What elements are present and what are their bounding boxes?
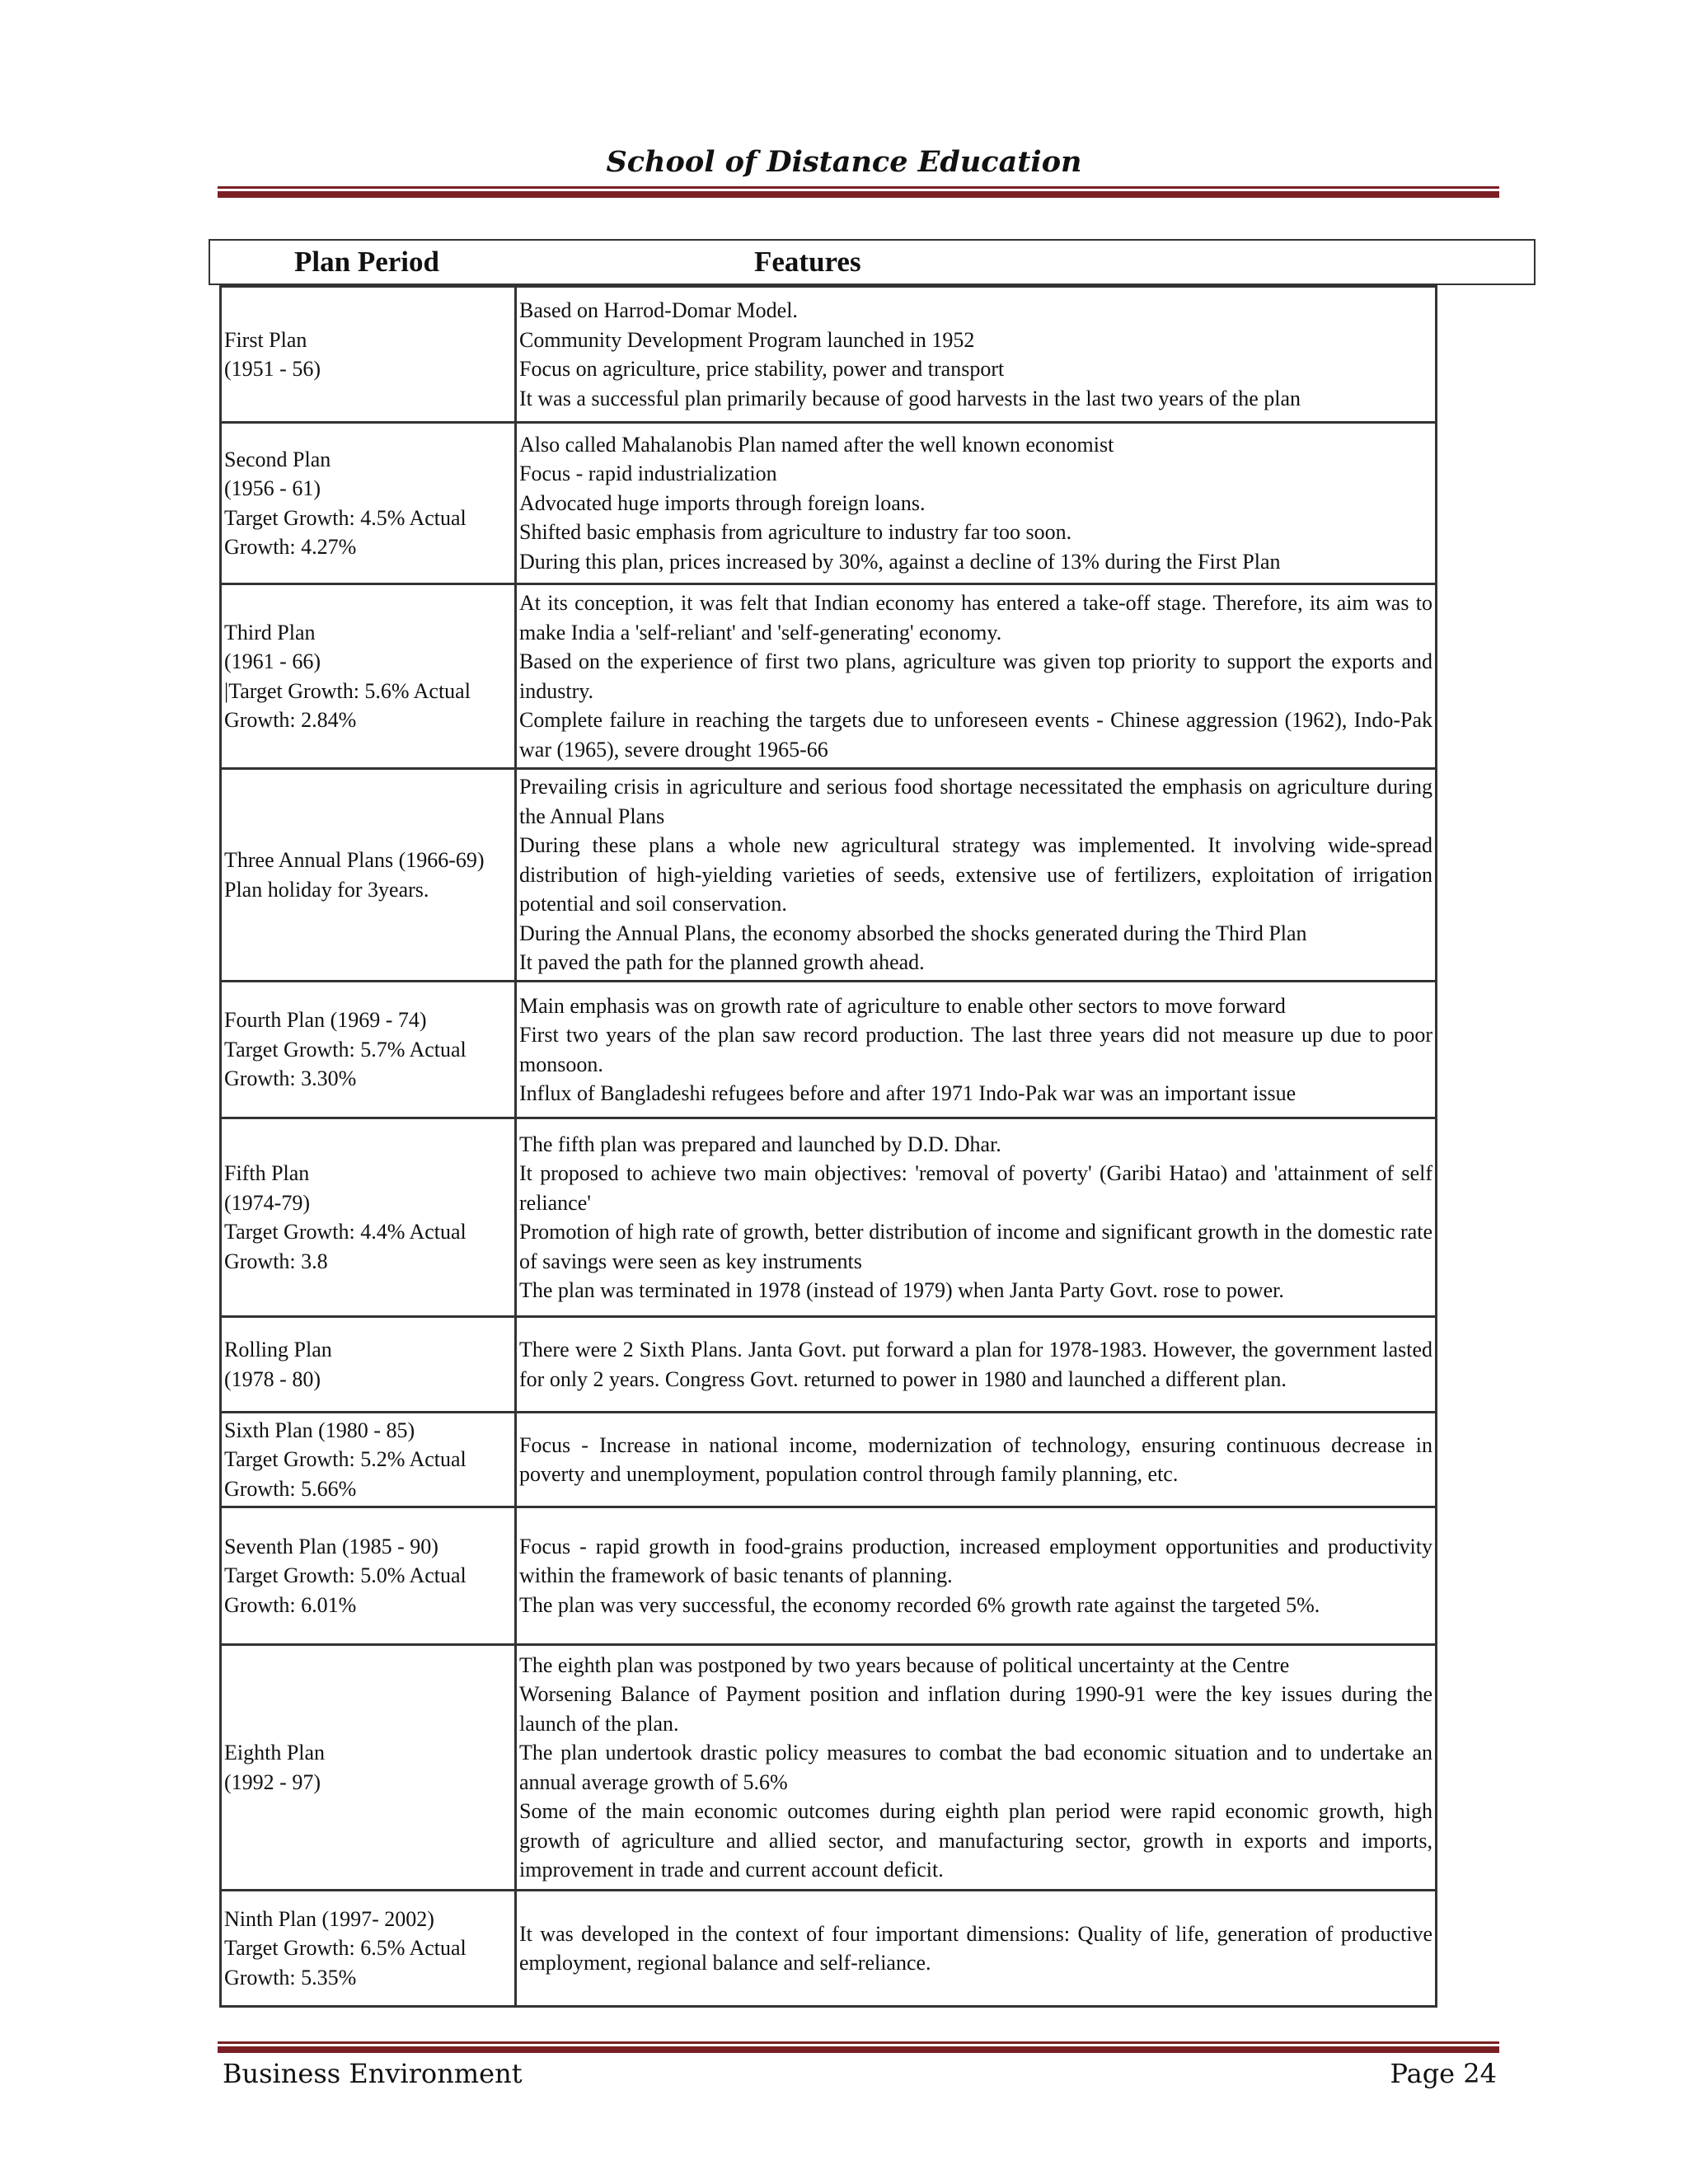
feature-line: Focus - rapid industrialization — [519, 462, 777, 486]
feature-line: Prevailing crisis in agriculture and serious food shortage necessitated the emphasis on agriculture during the Annual Plans — [519, 775, 1432, 828]
feature-line: Community Development Program launched in 1952 — [519, 327, 975, 352]
table-row — [221, 423, 1437, 584]
table-row — [221, 982, 1437, 1118]
plan-period-cell: Sixth Plan (1980 - 85) Target Growth: 5.2% Actual Growth: 5.66% — [221, 1413, 516, 1507]
feature-line: The plan was very successful, the economy recorded 6% growth rate against the targeted 5%. — [519, 1592, 1320, 1617]
plan-period-cell: Fourth Plan (1969 - 74) Target Growth: 5.7% Actual Growth: 3.30% — [221, 982, 516, 1118]
feature-line: Advocated huge imports through foreign loans. — [519, 490, 926, 515]
table-row — [221, 1645, 1437, 1891]
header-rule — [218, 186, 1499, 198]
footer-rule-thick — [218, 2046, 1499, 2053]
table-row — [221, 1118, 1437, 1317]
plan-features-cell — [516, 982, 1437, 1118]
plan-features-cell — [516, 1317, 1437, 1413]
plan-period-cell: Third Plan (1961 - 66) |Target Growth: 5.6% Actual Growth: 2.84% — [221, 584, 516, 769]
feature-line: The eighth plan was postponed by two years because of political uncertainty at the Centre — [519, 1652, 1290, 1677]
feature-line: Worsening Balance of Payment position and inflation during 1990-91 were the key issues during the launch of the plan. — [519, 1682, 1432, 1736]
feature-line: It was developed in the context of four important dimensions: Quality of life, generation of productive employment, regional balance and self-reliance. — [519, 1921, 1432, 1975]
feature-line: Based on the experience of first two plans, agriculture was given top priority to support the exports and industry. — [519, 649, 1432, 703]
feature-line: During these plans a whole new agricultural strategy was implemented. It involving wide-spread distribution of high-yielding varieties of seeds, extensive use of fertilizers, exploitation of irrigation potential and soil conservation. — [519, 833, 1432, 916]
feature-line: It was a successful plan primarily because of good harvests in the last two years of the plan — [519, 386, 1301, 410]
feature-line: Focus - Increase in national income, modernization of technology, ensuring continuous decrease in poverty and unemployment, population control through family planning, etc. — [519, 1432, 1432, 1486]
header-rule-thick — [218, 191, 1499, 198]
footer-rule-thin — [218, 2041, 1499, 2044]
feature-line: Promotion of high rate of growth, better distribution of income and significant growth in the domestic rate of savings were seen as key instruments — [519, 1220, 1432, 1273]
feature-line: Influx of Bangladeshi refugees before and after 1971 Indo-Pak war was an important issue — [519, 1081, 1296, 1105]
table-row — [221, 287, 1437, 423]
plan-features-cell — [516, 1413, 1437, 1507]
feature-line: Main emphasis was on growth rate of agriculture to enable other sectors to move forward — [519, 993, 1286, 1018]
feature-line: The plan undertook drastic policy measures to combat the bad economic situation and to undertake an annual average growth of 5.6% — [519, 1741, 1432, 1794]
plan-period-cell: Three Annual Plans (1966-69) Plan holiday for 3years. — [221, 769, 516, 982]
column-header-features: Features — [754, 246, 861, 278]
plan-features-cell — [516, 423, 1437, 584]
feature-line: It paved the path for the planned growth ahead. — [519, 950, 925, 975]
plans-table — [219, 285, 1437, 2008]
plan-features-cell — [516, 1118, 1437, 1317]
feature-line: First two years of the plan saw record production. The last three years did not measure up due to poor monsoon. — [519, 1023, 1432, 1076]
feature-line: Focus - rapid growth in food-grains production, increased employment opportunities and productivity within the framework of basic tenants of planning. — [519, 1534, 1432, 1588]
table-row — [221, 769, 1437, 982]
feature-line: It proposed to achieve two main objectives: 'removal of poverty' (Garibi Hatao) and 'attainment of self reliance' — [519, 1161, 1432, 1215]
feature-line: During the Annual Plans, the economy absorbed the shocks generated during the Third Plan — [519, 921, 1307, 945]
plan-features-cell — [516, 769, 1437, 982]
table-row — [221, 1317, 1437, 1413]
feature-line: The plan was terminated in 1978 (instead of 1979) when Janta Party Govt. rose to power. — [519, 1278, 1284, 1302]
plan-period-cell: Seventh Plan (1985 - 90) Target Growth: 5.0% Actual Growth: 6.01% — [221, 1507, 516, 1645]
feature-line: Some of the main economic outcomes during eighth plan period were rapid economic growth, high growth of agriculture and allied sector, and manufacturing sector, growth in exports and imports, improvement in trade and current account deficit. — [519, 1799, 1432, 1882]
table-row — [221, 1507, 1437, 1645]
feature-line: Shifted basic emphasis from agriculture to industry far too soon. — [519, 520, 1072, 545]
feature-line: Focus on agriculture, price stability, power and transport — [519, 357, 1005, 381]
plan-features-cell — [516, 287, 1437, 423]
feature-line: During this plan, prices increased by 30%, against a decline of 13% during the First Plan — [519, 549, 1281, 574]
column-header-plan-period: Plan Period — [294, 246, 439, 278]
footer-rule — [218, 2041, 1499, 2053]
feature-line: Complete failure in reaching the targets due to unforeseen events - Chinese aggression (1962), Indo-Pak war (1965), severe drought 1965-66 — [519, 708, 1432, 762]
feature-line: There were 2 Sixth Plans. Janta Govt. put forward a plan for 1978-1983. However, the government lasted for only 2 years. Congress Govt. returned to power in 1980 and launched a different plan. — [519, 1338, 1432, 1391]
feature-line: The fifth plan was prepared and launched by D.D. Dhar. — [519, 1132, 1001, 1156]
plans-table-body — [221, 287, 1437, 2007]
plan-period-cell: Fifth Plan (1974-79) Target Growth: 4.4% Actual Growth: 3.8 — [221, 1118, 516, 1317]
table-row — [221, 584, 1437, 769]
plan-features-cell — [516, 1891, 1437, 2007]
footer-page-number: Page 24 — [1390, 2058, 1497, 2089]
footer-course-title: Business Environment — [223, 2058, 523, 2089]
header-rule-thin — [218, 186, 1499, 189]
plan-features-cell — [516, 1645, 1437, 1891]
plan-period-cell: Second Plan (1956 - 61) Target Growth: 4.5% Actual Growth: 4.27% — [221, 423, 516, 584]
table-row — [221, 1891, 1437, 2007]
plan-period-cell: Ninth Plan (1997- 2002) Target Growth: 6.5% Actual Growth: 5.35% — [221, 1891, 516, 2007]
plan-period-cell: Rolling Plan (1978 - 80) — [221, 1317, 516, 1413]
plan-features-cell — [516, 584, 1437, 769]
table-column-header — [209, 239, 1536, 285]
plan-period-cell: First Plan (1951 - 56) — [221, 287, 516, 423]
plan-features-cell — [516, 1507, 1437, 1645]
feature-line: Also called Mahalanobis Plan named after the well known economist — [519, 432, 1114, 457]
page-header-title: School of Distance Education — [606, 145, 1082, 179]
table-row — [221, 1413, 1437, 1507]
feature-line: Based on Harrod-Domar Model. — [519, 298, 798, 322]
plan-period-cell: Eighth Plan (1992 - 97) — [221, 1645, 516, 1891]
feature-line: At its conception, it was felt that Indian economy has entered a take-off stage. Therefore, its aim was to make India a 'self-reliant' and 'self-generating' economy. — [519, 591, 1432, 644]
